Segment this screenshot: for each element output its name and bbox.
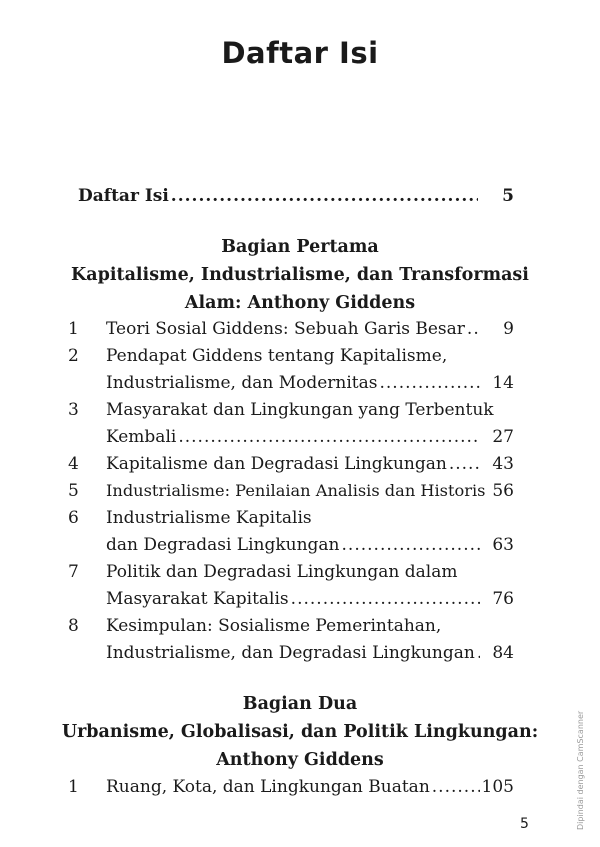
part-two-title-line-1: Urbanisme, Globalisasi, dan Politik Lingkungan: (61, 722, 539, 742)
toc-entry-number: 3 (68, 400, 79, 420)
toc-entry-page: 43 (492, 454, 514, 474)
toc-entry-number: 1 (68, 319, 79, 339)
part-one-title-line-1: Kapitalisme, Industrialisme, dan Transformasi (71, 265, 529, 285)
toc-entry-title (106, 318, 486, 340)
toc-entry-title (106, 588, 486, 610)
toc-entry-number: 8 (68, 616, 79, 636)
leader-dots (467, 318, 480, 340)
leader-dots (291, 588, 480, 610)
toc-entry-number: 7 (68, 562, 79, 582)
toc-entry-page: 27 (492, 427, 514, 447)
leader-dots (178, 426, 480, 448)
toc-entry-number: 2 (68, 346, 79, 366)
toc-entry-title (106, 776, 486, 798)
leader-dots (171, 185, 478, 207)
toc-entry-text: Industrialisme, dan Degradasi Lingkungan (106, 643, 475, 663)
toc-entry-title (106, 426, 486, 448)
leader-dots (342, 534, 480, 556)
toc-entry-page: 56 (492, 481, 514, 501)
toc-entry-text: Teori Sosial Giddens: Sebuah Garis Besar (106, 319, 465, 339)
toc-entry-page: 84 (492, 643, 514, 663)
toc-entry-text: Ruang, Kota, dan Lingkungan Buatan (106, 777, 430, 797)
toc-entry-text: Kapitalisme dan Degradasi Lingkungan (106, 454, 447, 474)
toc-entry-text: Masyarakat dan Lingkungan yang Terbentuk (106, 400, 494, 420)
scanner-watermark: Dipindai dengan CamScanner (576, 710, 585, 830)
toc-entry-number: 5 (68, 481, 79, 501)
leader-dots (449, 453, 480, 475)
toc-entry-text: Industrialisme: Penilaian Analisis dan Historis (106, 481, 486, 500)
toc-entry-title (106, 534, 486, 556)
leader-dots (477, 642, 480, 664)
toc-entry-title (106, 372, 486, 394)
toc-entry-number: 6 (68, 508, 79, 528)
leader-dots (380, 372, 481, 394)
page-title: Daftar Isi (221, 36, 379, 70)
toc-entry-text: Kesimpulan: Sosialisme Pemerintahan, (106, 616, 442, 636)
toc-entry-page: 63 (492, 535, 514, 555)
toc-entry-label: Daftar Isi (78, 186, 169, 206)
toc-entry-text: Masyarakat Kapitalis (106, 589, 289, 609)
toc-entry-daftar-isi (78, 185, 484, 207)
part-one-label: Bagian Pertama (221, 237, 379, 257)
toc-entry-text: Kembali (106, 427, 177, 447)
page-number: 5 (520, 816, 529, 832)
leader-dots (432, 776, 480, 798)
part-two-label: Bagian Dua (242, 694, 358, 714)
toc-entry-page: 9 (503, 319, 514, 339)
toc-entry-title (106, 642, 486, 664)
part-two-title-line-2: Anthony Giddens (216, 750, 384, 770)
toc-entry-text: Industrialisme Kapitalis (106, 508, 312, 528)
toc-entry-text: dan Degradasi Lingkungan (106, 535, 340, 555)
part-one-title-line-2: Alam: Anthony Giddens (184, 293, 416, 313)
toc-entry-text: Pendapat Giddens tentang Kapitalisme, (106, 346, 448, 366)
toc-entry-page: 105 (481, 777, 514, 797)
toc-entry-number: 1 (68, 777, 79, 797)
toc-entry-number: 4 (68, 454, 79, 474)
toc-entry-title (106, 453, 486, 475)
toc-entry-page: 76 (492, 589, 514, 609)
toc-entry-page: 5 (502, 186, 514, 206)
toc-entry-text: Industrialisme, dan Modernitas (106, 373, 378, 393)
toc-entry-text: Politik dan Degradasi Lingkungan dalam (106, 562, 458, 582)
toc-entry-page: 14 (492, 373, 514, 393)
